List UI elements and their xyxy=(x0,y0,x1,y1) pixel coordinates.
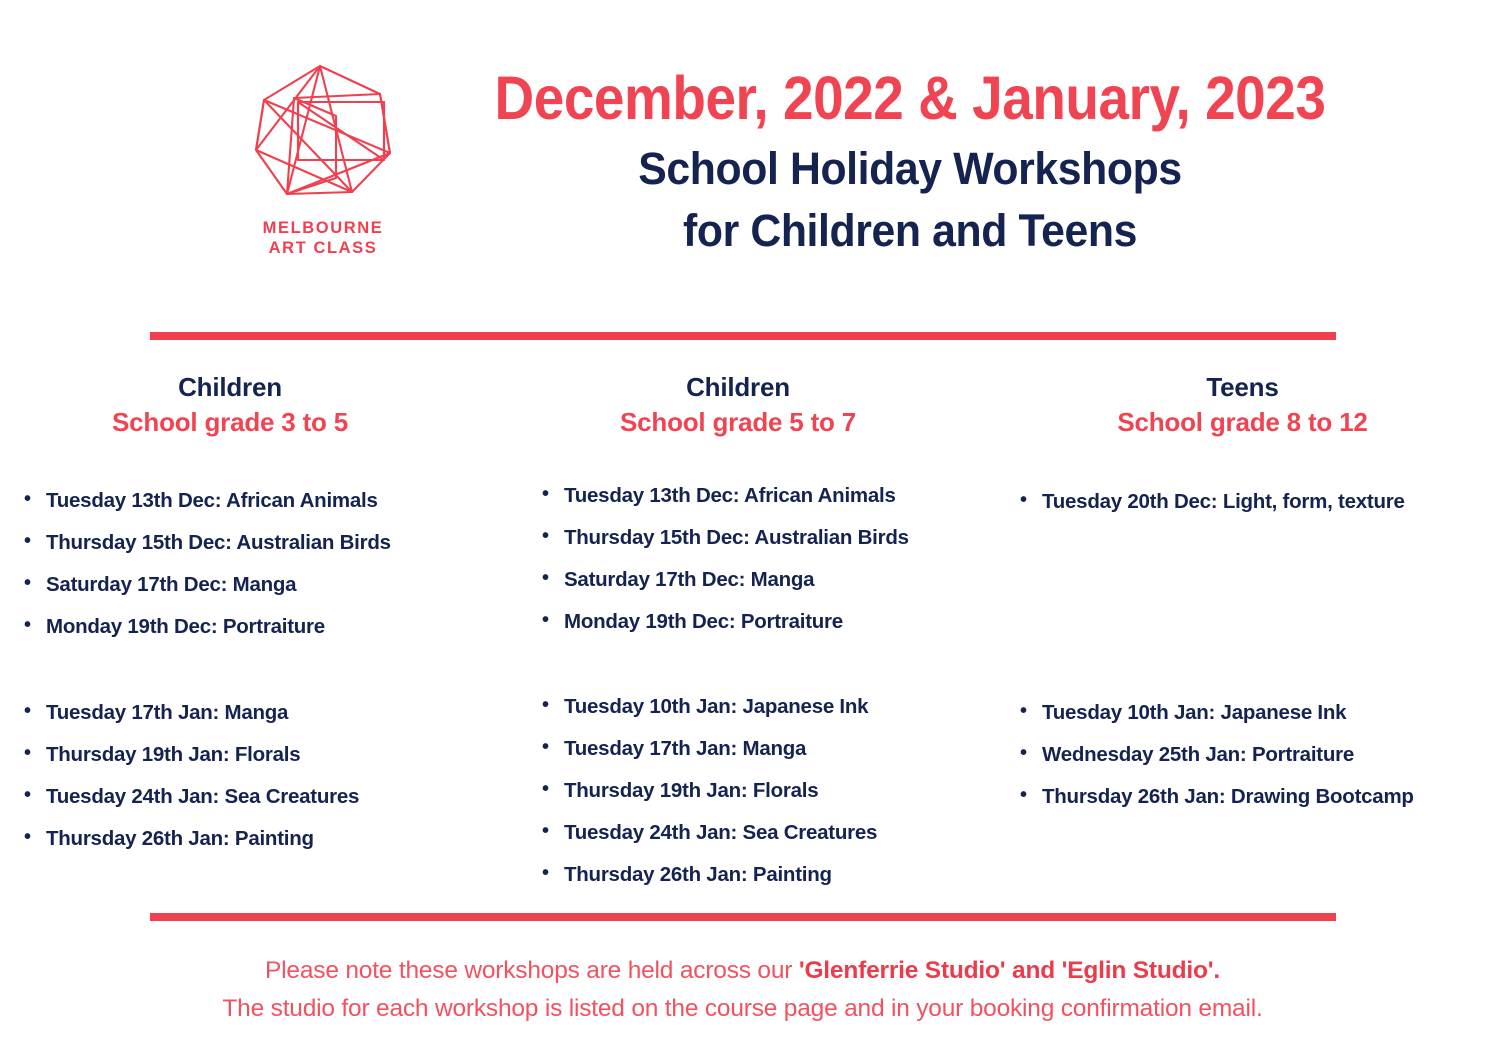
column-header xyxy=(0,370,460,440)
list-item[interactable]: • Saturday 17th Dec: Manga xyxy=(540,567,909,592)
footer-note-prefix: Please note these workshops are held across our xyxy=(265,957,799,984)
column-header xyxy=(1000,370,1485,440)
column-grade-label: School grade 5 to 7 xyxy=(619,407,857,437)
list-item[interactable]: • Thursday 15th Dec: Australian Birds xyxy=(540,525,909,550)
list-item[interactable]: • Wednesday 25th Jan: Portraiture xyxy=(1018,742,1414,767)
brand-logo-block xyxy=(243,58,403,258)
workshop-list-december xyxy=(540,483,909,651)
list-item[interactable]: • Tuesday 10th Jan: Japanese Ink xyxy=(540,694,877,719)
list-item[interactable]: • Tuesday 10th Jan: Japanese Ink xyxy=(1018,700,1414,725)
workshop-list-january xyxy=(1018,700,1414,826)
schedule-column-children-5-7 xyxy=(508,370,968,886)
list-item[interactable]: • Tuesday 24th Jan: Sea Creatures xyxy=(540,820,877,845)
brand-name xyxy=(243,218,403,258)
workshop-list-december xyxy=(22,488,391,656)
list-item[interactable]: • Tuesday 17th Jan: Manga xyxy=(540,736,877,761)
column-grade-label: School grade 3 to 5 xyxy=(111,407,349,437)
column-audience-label: Teens xyxy=(1206,372,1279,402)
footer-note xyxy=(0,952,1485,1028)
column-audience-label: Children xyxy=(686,372,790,402)
column-audience-label: Children xyxy=(178,372,282,402)
poster-header xyxy=(0,0,1485,300)
list-item[interactable]: • Thursday 19th Jan: Florals xyxy=(540,778,877,803)
list-item[interactable]: • Thursday 15th Dec: Australian Birds xyxy=(22,530,391,555)
list-item[interactable]: • Saturday 17th Dec: Manga xyxy=(22,572,391,597)
workshop-list-january xyxy=(540,694,877,904)
list-item[interactable]: • Monday 19th Dec: Portraiture xyxy=(540,609,909,634)
list-item[interactable]: • Thursday 26th Jan: Painting xyxy=(540,862,877,887)
list-item[interactable]: • Thursday 26th Jan: Drawing Bootcamp xyxy=(1018,784,1414,809)
footer-note-line-2: The studio for each workshop is listed on the course page and in your booking confirmation email. xyxy=(222,995,1263,1022)
page-subtitle xyxy=(454,138,1366,262)
workshop-list-january xyxy=(22,700,359,868)
list-item[interactable]: • Tuesday 17th Jan: Manga xyxy=(22,700,359,725)
page-subtitle-line-2: for Children and Teens xyxy=(682,205,1138,256)
melbourne-art-class-polygon-logo-icon xyxy=(248,58,398,208)
list-item[interactable]: • Tuesday 24th Jan: Sea Creatures xyxy=(22,784,359,809)
schedule-column-teens-8-12 xyxy=(1000,370,1485,808)
list-item[interactable]: • Tuesday 13th Dec: African Animals xyxy=(540,483,909,508)
list-item[interactable]: • Monday 19th Dec: Portraiture xyxy=(22,614,391,639)
column-header xyxy=(508,370,968,440)
title-block xyxy=(430,62,1390,262)
divider-bottom xyxy=(150,913,1336,921)
divider-top xyxy=(150,332,1336,340)
schedule-columns xyxy=(0,370,1485,900)
workshop-list-december xyxy=(1018,489,1405,531)
page-title: December, 2022 & January, 2023 xyxy=(494,64,1326,132)
schedule-column-children-3-5 xyxy=(0,370,460,850)
footer-studio-names: 'Glenferrie Studio' and 'Eglin Studio'. xyxy=(798,957,1220,984)
page-subtitle-line-1: School Holiday Workshops xyxy=(638,143,1182,194)
column-grade-label: School grade 8 to 12 xyxy=(1117,407,1368,437)
list-item[interactable]: • Tuesday 13th Dec: African Animals xyxy=(22,488,391,513)
list-item[interactable]: • Thursday 26th Jan: Painting xyxy=(22,826,359,851)
brand-name-line-2: ART CLASS xyxy=(268,239,378,257)
list-item[interactable]: • Thursday 19th Jan: Florals xyxy=(22,742,359,767)
footer-note-line-1 xyxy=(0,952,1485,990)
list-item[interactable]: • Tuesday 20th Dec: Light, form, texture xyxy=(1018,489,1405,514)
brand-name-line-1: MELBOURNE xyxy=(262,219,384,237)
